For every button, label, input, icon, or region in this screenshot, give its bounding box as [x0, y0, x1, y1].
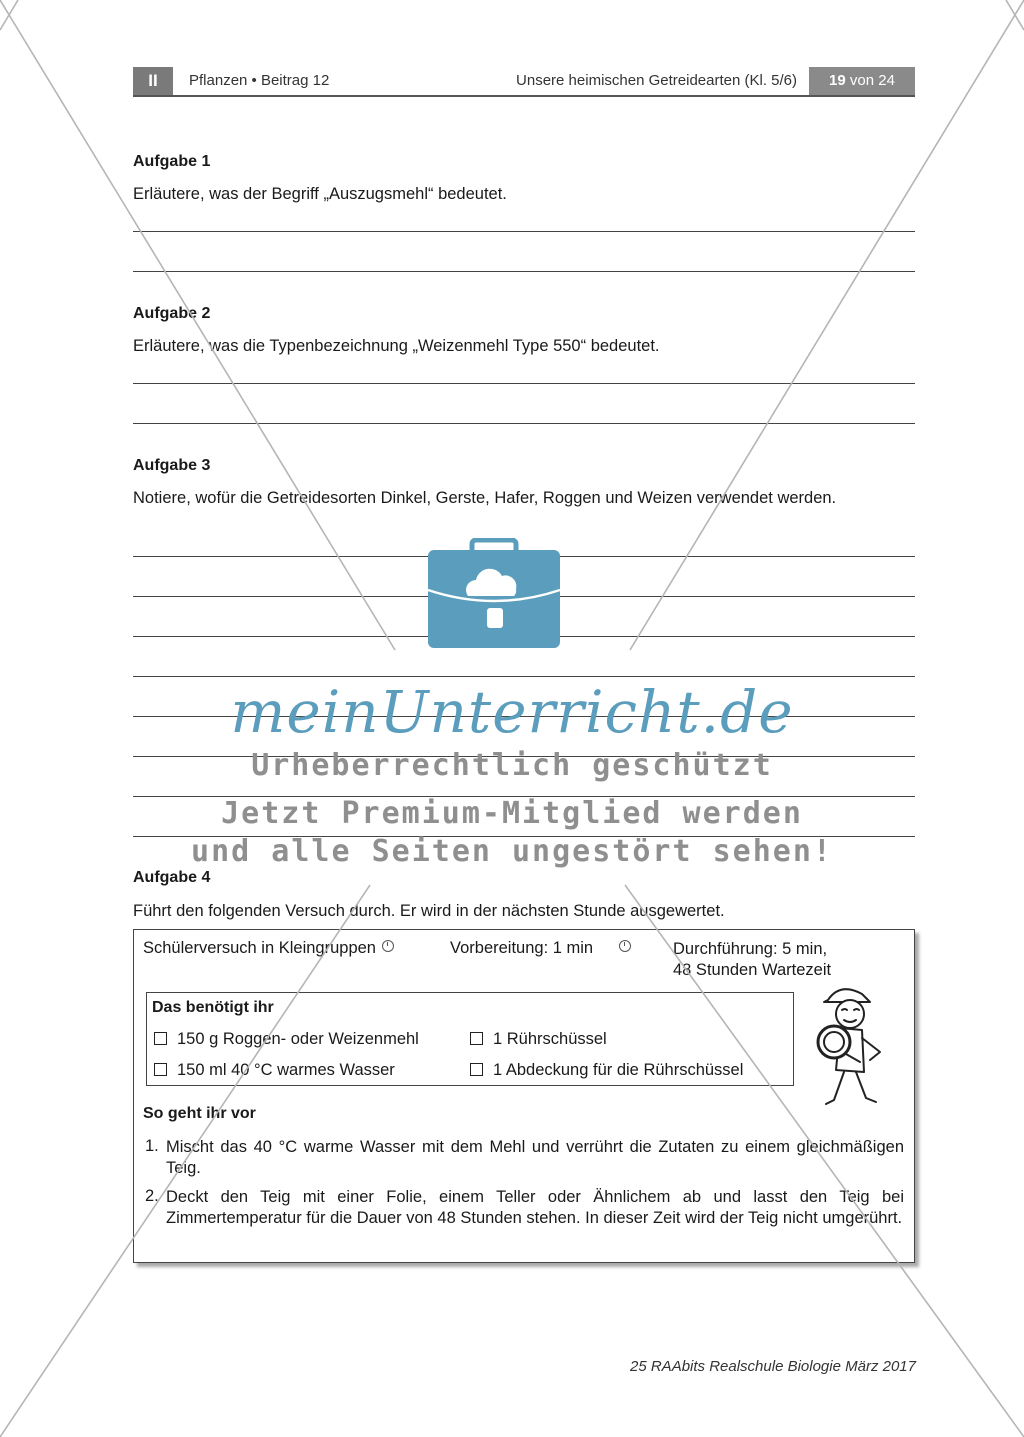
writing-line[interactable] [133, 423, 915, 424]
task-1-heading: Aufgabe 1 [133, 153, 211, 170]
steps-heading: So geht ihr vor [143, 1105, 256, 1122]
material-item [470, 1061, 743, 1080]
material-label: 150 g Roggen- oder Weizenmehl [177, 1030, 419, 1048]
watermark-line-3: und alle Seiten ungestört sehen! [191, 834, 833, 869]
header-title: Unsere heimischen Getreidearten (Kl. 5/6) [516, 72, 797, 89]
page-number: 19 [829, 72, 846, 89]
detective-magnifier-icon [800, 980, 910, 1115]
step-number: 2. [145, 1187, 159, 1205]
page-total: von 24 [849, 72, 895, 89]
task-3-heading: Aufgabe 3 [133, 457, 211, 474]
task-3-text: Notiere, wofür die Getreidesorten Dinkel, Gerste, Hafer, Roggen und Weizen verwendet werden. [133, 489, 837, 507]
duration-line-1: Durchführung: 5 min, [673, 940, 828, 958]
watermark-line-2: Jetzt Premium-Mitglied werden [221, 796, 803, 831]
duration-line-2: 48 Stunden Wartezeit [673, 961, 832, 979]
task-4-text: Führt den folgenden Versuch durch. Er wird in der nächsten Stunde ausgewertet. [133, 902, 725, 920]
task-2-text: Erläutere, was die Typenbezeichnung „Weizenmehl Type 550“ bedeutet. [133, 337, 660, 355]
writing-line[interactable] [133, 383, 915, 384]
checkbox-icon[interactable] [470, 1063, 483, 1076]
step-text: Mischt das 40 °C warme Wasser mit dem Mehl und verrührt die Zutaten zu einem gleichmäßigen Teig. [166, 1138, 904, 1177]
page-indicator [809, 67, 915, 95]
header-topic: Pflanzen • Beitrag 12 [189, 72, 330, 89]
task-2-heading: Aufgabe 2 [133, 305, 211, 322]
checkbox-icon[interactable] [154, 1032, 167, 1045]
clock-icon [619, 940, 631, 952]
briefcase-logo-icon [424, 538, 564, 650]
clock-icon [382, 940, 394, 952]
material-label: 1 Rührschüssel [493, 1030, 607, 1048]
material-item [154, 1061, 395, 1080]
writing-line[interactable] [133, 676, 915, 677]
task-1-text: Erläutere, was der Begriff „Auszugsmehl“ bedeutet. [133, 185, 507, 203]
step-text: Deckt den Teig mit einer Folie, einem Teller oder Ähnlichem ab und lasst den Teig bei Zimmertemperatur für die Dauer von 48 Stunden stehen. In dieser Zeit wird der Teig nicht umgerührt. [166, 1188, 904, 1227]
material-label: 1 Abdeckung für die Rührschüssel [493, 1061, 744, 1079]
checkbox-icon[interactable] [470, 1032, 483, 1045]
writing-line[interactable] [133, 271, 915, 272]
experiment-duration [673, 939, 831, 981]
page-footer: 25 RAAbits Realschule Biologie März 2017 [630, 1358, 916, 1375]
experiment-prep [450, 939, 631, 958]
watermark-brand: meinUnterricht.de [230, 678, 794, 746]
checkbox-icon[interactable] [154, 1063, 167, 1076]
task-4-heading: Aufgabe 4 [133, 869, 211, 886]
page-header [133, 67, 915, 97]
material-label: 150 ml 40 °C warmes Wasser [177, 1061, 395, 1079]
material-item [470, 1030, 607, 1049]
watermark-line-1: Urheberrechtlich geschützt [251, 748, 773, 783]
step-number: 1. [145, 1137, 159, 1155]
experiment-type-label: Schülerversuch in Kleingruppen [143, 939, 376, 957]
material-item [154, 1030, 419, 1049]
section-badge: II [133, 67, 173, 95]
experiment-type [143, 939, 394, 958]
materials-heading: Das benötigt ihr [152, 999, 274, 1016]
prep-label: Vorbereitung: 1 min [450, 939, 594, 957]
writing-line[interactable] [133, 231, 915, 232]
